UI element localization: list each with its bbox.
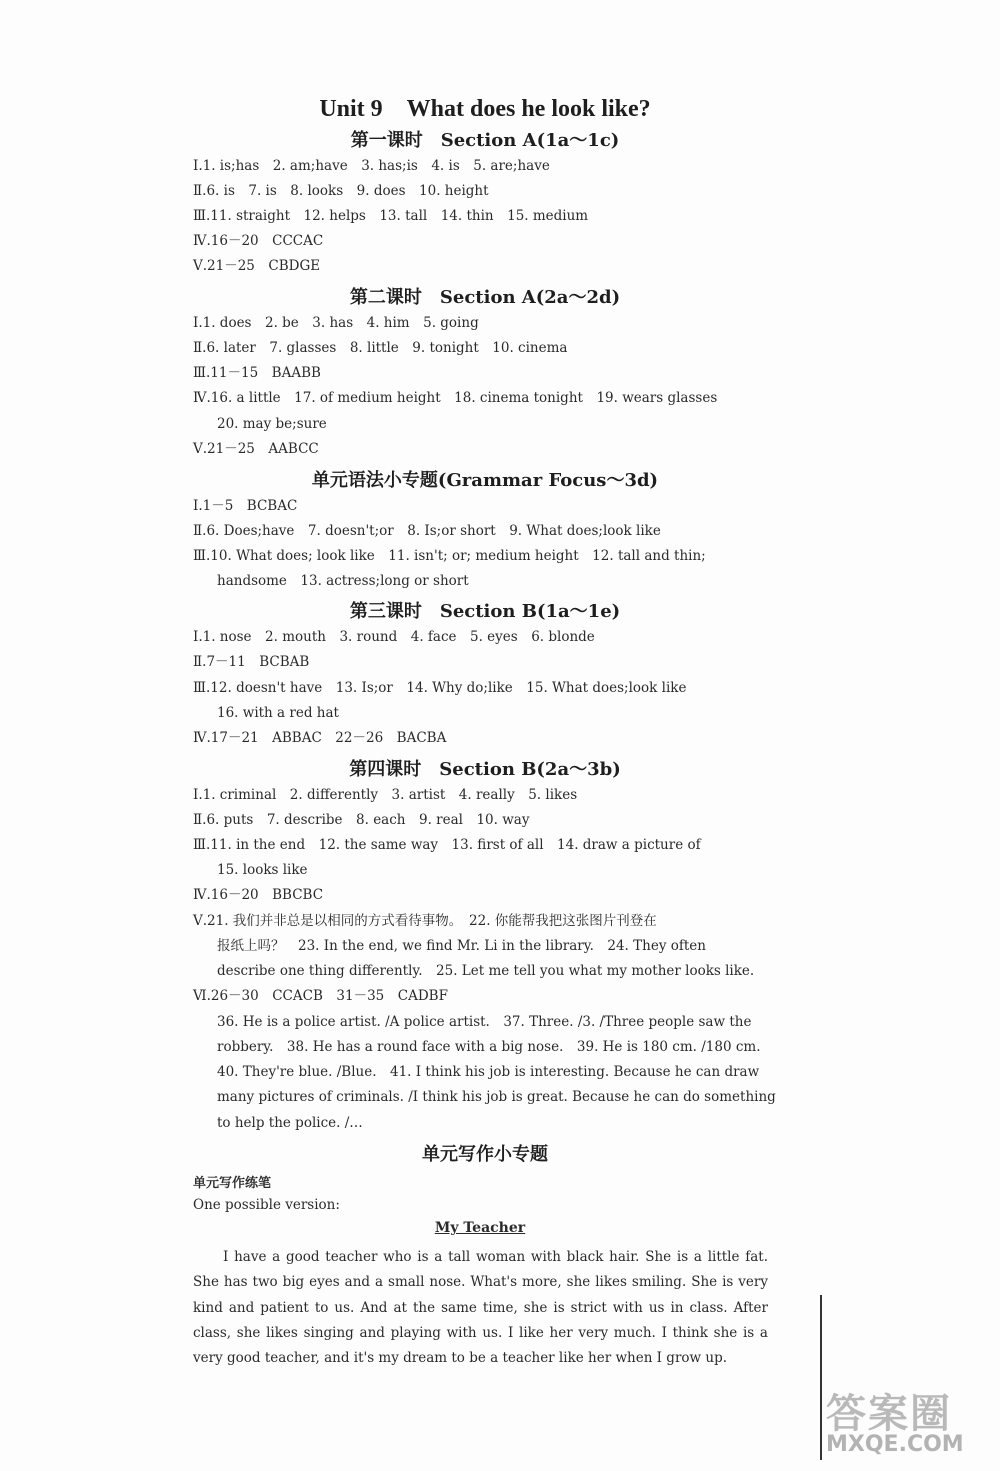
answer-line: Ⅳ.17－21 ABBAC 22－26 BACBA	[193, 730, 447, 746]
answer-line: describe one thing differently. 25. Let me tell you what my mother looks like.	[217, 963, 755, 979]
section-title-grammar: 单元语法小专题(Grammar Focus～3d)	[311, 470, 659, 491]
essay-body: I have a good teacher who is a tall woman with black hair. She is a little fat. She has two big eyes and a small nose. What's more, she likes smiling. She is very kind and patient to us. And at the same time, she is strict with us in class. After class, she likes singing and playing with us. I like her very much. I think she is a very good teacher, and it's my dream to be a teacher like her when I grow up.	[193, 1249, 768, 1367]
answer-line: many pictures of criminals. /I think his job is great. Because he can do something	[217, 1089, 776, 1105]
unit-title: Unit 9 What does he look like?	[319, 96, 651, 122]
writing-intro: One possible version:	[193, 1197, 340, 1213]
answer-line: Ⅲ.10. What does; look like 11. isn't; or; medium height 12. tall and thin;	[193, 548, 706, 564]
answer-line: Ⅱ.6. Does;have 7. doesn't;or 8. Is;or short 9. What does;look like	[193, 523, 661, 539]
answer-line: 报纸上吗？ 23. In the end, we find Mr. Li in the library. 24. They often	[217, 938, 706, 954]
answer-line: Ⅴ.21. 我们并非总是以相同的方式看待事物。 22. 你能帮我把这张图片刊登在	[193, 913, 657, 929]
answer-line: Ⅲ.11. in the end 12. the same way 13. first of all 14. draw a picture of	[193, 837, 701, 853]
answer-line: Ⅲ.12. doesn't have 13. Is;or 14. Why do;like 15. What does;look like	[193, 680, 687, 696]
section-title-2: 第二课时 Section A(2a～2d)	[349, 287, 621, 308]
answer-line: Ⅳ.16－20 CCCAC	[193, 233, 324, 249]
answer-line: Ⅰ.1. is;has 2. am;have 3. has;is 4. is 5. are;have	[193, 158, 550, 174]
section-title-1: 第一课时 Section A(1a～1c)	[350, 130, 620, 151]
answer-line: Ⅴ.21－25 AABCC	[193, 441, 319, 457]
answer-line: Ⅱ.6. puts 7. describe 8. each 9. real 10. way	[193, 812, 530, 828]
answer-line: robbery. 38. He has a round face with a big nose. 39. He is 180 cm. /180 cm.	[217, 1039, 761, 1055]
answer-line: 20. may be;sure	[217, 416, 327, 432]
answer-line: Ⅵ.26－30 CCACB 31－35 CADBF	[193, 988, 448, 1004]
writing-subhead: 单元写作练笔	[193, 1176, 272, 1191]
answer-line: 15. looks like	[217, 862, 308, 878]
section-title-3: 第三课时 Section B(1a～1e)	[349, 601, 621, 622]
answer-line: to help the police. /…	[217, 1115, 363, 1131]
answer-line: 36. He is a police artist. /A police artist. 37. Three. /3. /Three people saw the	[217, 1014, 752, 1030]
essay-title: My Teacher	[434, 1220, 526, 1236]
answer-line: Ⅲ.11. straight 12. helps 13. tall 14. thin 15. medium	[193, 208, 589, 224]
answer-line: Ⅰ.1. criminal 2. differently 3. artist 4. really 5. likes	[193, 787, 578, 803]
answer-line: 40. They're blue. /Blue. 41. I think his job is interesting. Because he can draw	[217, 1064, 760, 1080]
answer-line: Ⅲ.11－15 BAABB	[193, 365, 321, 381]
section-title-4: 第四课时 Section B(2a～3b)	[349, 759, 621, 780]
answer-line: Ⅱ.6. is 7. is 8. looks 9. does 10. height	[193, 183, 489, 199]
answer-line: handsome 13. actress;long or short	[217, 573, 469, 589]
answer-line: Ⅱ.6. later 7. glasses 8. little 9. tonight 10. cinema	[193, 340, 568, 356]
answer-line: Ⅳ.16－20 BBCBC	[193, 887, 324, 903]
section-title-writing: 单元写作小专题	[422, 1144, 548, 1165]
margin-rule	[820, 1295, 822, 1460]
watermark-logo: 答案圈	[826, 1391, 952, 1437]
answer-line: Ⅰ.1. does 2. be 3. has 4. him 5. going	[193, 315, 479, 331]
answer-line: Ⅱ.7－11 BCBAB	[193, 654, 310, 670]
answer-line: Ⅰ.1－5 BCBAC	[193, 498, 298, 514]
answer-line: Ⅴ.21－25 CBDGE	[193, 258, 321, 274]
answer-line: 16. with a red hat	[217, 705, 339, 721]
answer-line: Ⅳ.16. a little 17. of medium height 18. cinema tonight 19. wears glasses	[193, 390, 718, 406]
watermark-url: MXQE.COM	[826, 1432, 964, 1457]
answer-line: Ⅰ.1. nose 2. mouth 3. round 4. face 5. eyes 6. blonde	[193, 629, 595, 645]
